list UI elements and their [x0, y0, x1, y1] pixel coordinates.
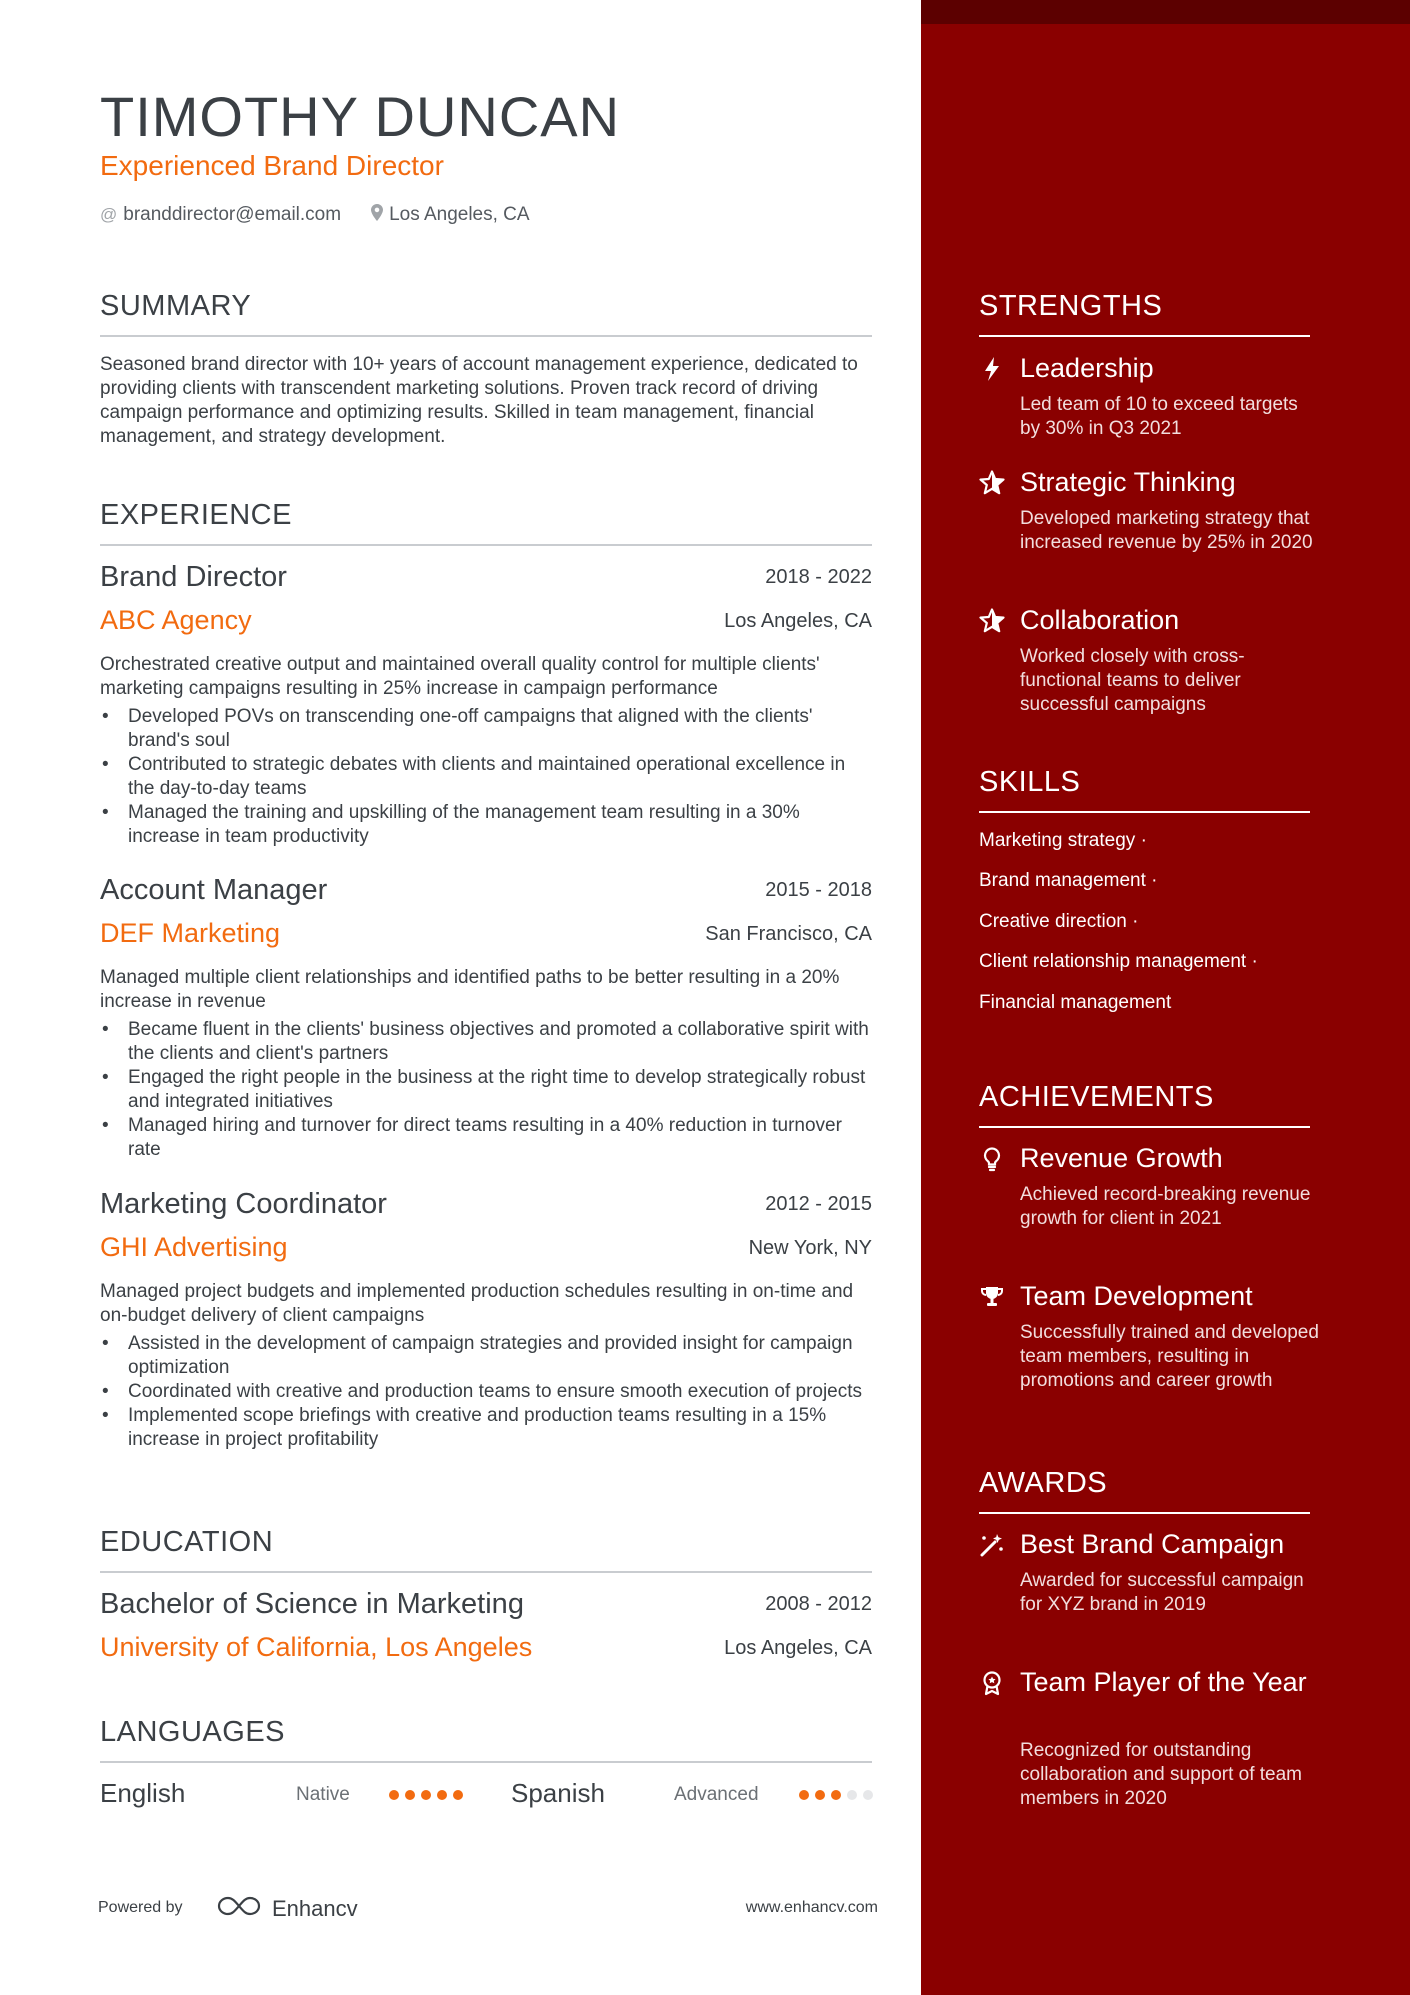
job-bullet: • Managed the training and upskilling of the management team resulting in a 30% increase in team productivity [100, 801, 872, 849]
strength-title: Strategic Thinking [1020, 467, 1236, 497]
job-bullet: • Managed hiring and turnover for direct teams resulting in a 40% reduction in turnover rate [100, 1114, 872, 1162]
job-bullet: • Implemented scope briefings with creative and production teams resulting in a 15% increase in project profitability [100, 1404, 872, 1452]
job-bullet: • Engaged the right people in the business at the right time to develop strategically robust and integrated initiatives [100, 1066, 872, 1114]
rating-dot [863, 1790, 873, 1800]
award-title: Team Player of the Year [1020, 1667, 1307, 1697]
job-bullets [100, 705, 872, 849]
job-company: ABC Agency [100, 605, 252, 635]
job-title: Account Manager [100, 874, 328, 906]
education-dates: 2008 - 2012 [765, 1593, 872, 1615]
strength-description: Developed marketing strategy that increased revenue by 25% in 2020 [1020, 508, 1313, 553]
skill-item: Creative direction · [979, 911, 1139, 932]
location-contact [371, 204, 529, 226]
candidate-headline: Experienced Brand Director [100, 150, 444, 181]
medal-icon [979, 1670, 1005, 1696]
achievement-title: Team Development [1020, 1281, 1253, 1311]
contact-info [100, 204, 530, 226]
job-description: Managed multiple client relationships and identified paths to be better resulting in a 20% increase in revenue [100, 967, 840, 1012]
job-company: DEF Marketing [100, 918, 281, 948]
job-bullet: • Became fluent in the clients' business objectives and promoted a collaborative spirit with the clients and client's partners [100, 1018, 872, 1066]
rating-dot [799, 1790, 809, 1800]
job-location: San Francisco, CA [705, 923, 872, 945]
achievement-description: Successfully trained and developed team members, resulting in promotions and career growth [1020, 1322, 1319, 1391]
at-sign-icon: @ [100, 205, 118, 224]
powered-by-text: Powered by [98, 1899, 183, 1916]
magic-wand-icon [979, 1532, 1005, 1558]
rating-dot [453, 1790, 463, 1800]
job-location: Los Angeles, CA [724, 610, 872, 632]
rating-dot [405, 1790, 415, 1800]
job-bullet: • Coordinated with creative and production teams to ensure smooth execution of projects [100, 1380, 872, 1404]
school-name: University of California, Los Angeles [100, 1632, 533, 1662]
infinity-logo-icon [216, 1895, 262, 1923]
job-bullets [100, 1018, 872, 1162]
sidebar-top-bar [921, 0, 1410, 24]
job-dates: 2015 - 2018 [765, 879, 872, 901]
skill-item: Brand management · [979, 870, 1158, 891]
degree-title: Bachelor of Science in Marketing [100, 1588, 524, 1620]
star-icon [979, 608, 1005, 634]
job-location: New York, NY [748, 1237, 872, 1259]
job-company: GHI Advertising [100, 1232, 288, 1262]
school-location: Los Angeles, CA [724, 1637, 872, 1659]
strength-description: Led team of 10 to exceed targets by 30% in Q3 2021 [1020, 394, 1298, 439]
rating-dot [389, 1790, 399, 1800]
lightning-bolt-icon [979, 356, 1005, 382]
brand-name: Enhancv [272, 1896, 358, 1921]
skill-item: Marketing strategy · [979, 830, 1147, 851]
location-text: Los Angeles, CA [389, 204, 530, 225]
language-level: Advanced [674, 1784, 759, 1805]
strength-description: Worked closely with cross-functional teams to deliver successful campaigns [1020, 646, 1245, 715]
strengths-section-title: STRENGTHS [979, 290, 1310, 337]
job-bullet: • Contributed to strategic debates with clients and maintained operational excellence in the day-to-day teams [100, 753, 872, 801]
footer [98, 1895, 878, 1925]
achievements-section-title: ACHIEVEMENTS [979, 1081, 1310, 1128]
sidebar [921, 0, 1410, 1995]
lightbulb-icon [979, 1146, 1005, 1172]
job-title: Marketing Coordinator [100, 1188, 387, 1220]
awards-section-title: AWARDS [979, 1467, 1310, 1514]
skill-item: Financial management [979, 992, 1172, 1013]
language-name: Spanish [511, 1778, 605, 1808]
rating-dot [847, 1790, 857, 1800]
summary-section-title: SUMMARY [100, 290, 872, 337]
job-description: Managed project budgets and implemented production schedules resulting in on-time and on-budget delivery of client campaigns [100, 1281, 854, 1326]
achievement-title: Revenue Growth [1020, 1143, 1223, 1173]
job-bullet: • Assisted in the development of campaign strategies and provided insight for campaign optimization [100, 1332, 872, 1380]
language-rating [799, 1790, 873, 1800]
email-text: branddirector@email.com [123, 204, 342, 225]
award-description: Awarded for successful campaign for XYZ brand in 2019 [1020, 1570, 1304, 1615]
job-dates: 2012 - 2015 [765, 1193, 872, 1215]
strength-title: Collaboration [1020, 605, 1180, 635]
language-rating [389, 1790, 463, 1800]
website-link[interactable]: www.enhancv.com [745, 1899, 878, 1916]
rating-dot [815, 1790, 825, 1800]
job-dates: 2018 - 2022 [765, 566, 872, 588]
job-bullet: • Developed POVs on transcending one-off campaigns that aligned with the clients' brand's soul [100, 705, 872, 753]
job-bullets [100, 1332, 872, 1452]
language-level: Native [296, 1784, 350, 1805]
languages-section-title: LANGUAGES [100, 1716, 872, 1763]
language-name: English [100, 1778, 186, 1808]
achievement-description: Achieved record-breaking revenue growth for client in 2021 [1020, 1184, 1311, 1229]
languages-row [100, 1778, 872, 1818]
candidate-name: TIMOTHY DUNCAN [100, 85, 621, 148]
education-section-title: EDUCATION [100, 1526, 872, 1573]
enhancv-logo[interactable] [216, 1895, 358, 1923]
award-description: Recognized for outstanding collaboration and support of team members in 2020 [1020, 1740, 1303, 1809]
summary-text: Seasoned brand director with 10+ years of account management experience, dedicated to providing clients with transcendent marketing solutions. Proven track record of driving campaign performance and optimizing results. Skilled in team management, financial management, and strategy development. [100, 354, 858, 447]
trophy-icon [979, 1284, 1005, 1310]
job-description: Orchestrated creative output and maintained overall quality control for multiple clients' marketing campaigns resulting in 25% increase in campaign performance [100, 654, 820, 699]
map-pin-icon [371, 204, 383, 226]
experience-section-title: EXPERIENCE [100, 499, 872, 546]
award-title: Best Brand Campaign [1020, 1529, 1285, 1559]
email-contact[interactable] [100, 204, 341, 226]
skills-section-title: SKILLS [979, 766, 1310, 813]
star-icon [979, 470, 1005, 496]
strength-title: Leadership [1020, 353, 1154, 383]
rating-dot [831, 1790, 841, 1800]
job-title: Brand Director [100, 561, 287, 593]
rating-dot [437, 1790, 447, 1800]
rating-dot [421, 1790, 431, 1800]
skill-item: Client relationship management · [979, 951, 1258, 972]
